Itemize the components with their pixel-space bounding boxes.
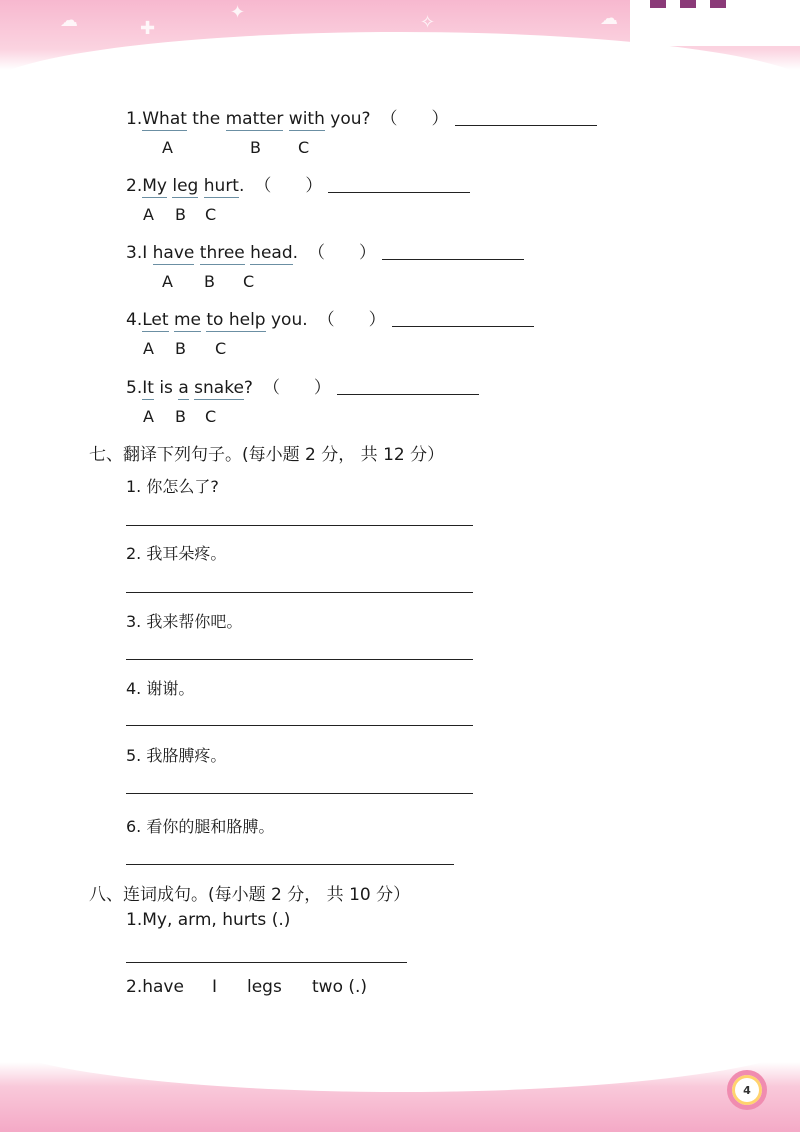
cloud-icon: ☁ [600, 8, 618, 29]
section7-item: 6. 看你的腿和胳膊。 [126, 817, 275, 836]
option-label: A [143, 205, 154, 224]
section6-question [126, 373, 479, 398]
section6-question [126, 171, 470, 196]
section6-question [126, 104, 597, 129]
underlined-word: me [173, 310, 201, 330]
option-label: B [175, 205, 186, 224]
section7-item: 1. 你怎么了? [126, 477, 219, 496]
question-text: . [292, 243, 299, 263]
question-text: I [142, 243, 153, 263]
section8-item-2-word: two (.) [312, 977, 368, 997]
question-text: . [238, 176, 245, 196]
underlined-word: leg [172, 176, 199, 196]
question-text [283, 109, 288, 129]
section6-question [126, 305, 534, 330]
option-label: A [162, 272, 173, 291]
underlined-word: snake [194, 378, 244, 398]
answer-parentheses[interactable]: （ ） [262, 378, 331, 398]
question-number: 5. [126, 378, 143, 398]
question-text: you. [265, 310, 308, 330]
underlined-word: matter [225, 109, 284, 129]
answer-line[interactable] [126, 864, 454, 865]
option-label: B [250, 138, 261, 157]
underlined-word: have [152, 243, 195, 263]
answer-line[interactable] [328, 176, 470, 193]
question-number: 3. [126, 243, 143, 263]
footer-decoration [0, 1062, 800, 1132]
underlined-word: It [142, 378, 154, 398]
page-number-badge: 4 [727, 1070, 767, 1110]
section7-item: 3. 我来帮你吧。 [126, 612, 243, 631]
option-label: B [175, 339, 186, 358]
question-number: 2. [126, 176, 143, 196]
option-label: A [143, 407, 154, 426]
question-text: the [186, 109, 226, 129]
option-label: A [143, 339, 154, 358]
section7-item: 4. 谢谢。 [126, 679, 195, 698]
answer-line[interactable] [455, 109, 597, 126]
option-label: A [162, 138, 173, 157]
answer-parentheses[interactable]: （ ） [308, 243, 377, 263]
underlined-word: Let [142, 310, 169, 330]
option-label: C [215, 339, 227, 358]
section7-item: 2. 我耳朵疼。 [126, 544, 227, 563]
option-label: B [204, 272, 215, 291]
answer-line[interactable] [337, 378, 479, 395]
option-label: B [175, 407, 186, 426]
corner-decoration [630, 0, 800, 46]
section7-item: 5. 我胳膊疼。 [126, 746, 227, 765]
answer-line[interactable] [126, 592, 473, 593]
question-number: 4. [126, 310, 143, 330]
answer-line[interactable] [126, 659, 473, 660]
underlined-word: to help [206, 310, 266, 330]
answer-parentheses[interactable]: （ ） [317, 310, 386, 330]
section8-item-2-word: I [212, 977, 218, 997]
corner-stripe [650, 0, 666, 8]
answer-line[interactable] [126, 725, 473, 726]
answer-line[interactable] [126, 962, 407, 963]
section8-item-2-word: 2.have [126, 977, 184, 997]
underlined-word: My [142, 176, 167, 196]
corner-stripe [680, 0, 696, 8]
footer-wave [0, 1032, 800, 1092]
question-text [194, 243, 199, 263]
section6-question [126, 238, 524, 263]
answer-line[interactable] [126, 525, 473, 526]
question-number: 1. [126, 109, 143, 129]
section8-heading: 八、连词成句。(每小题 2 分， 共 10 分） [89, 885, 411, 905]
section8-item-2-word: legs [247, 977, 282, 997]
question-text [198, 176, 203, 196]
star-icon: ✦ [230, 2, 246, 23]
answer-parentheses[interactable]: （ ） [254, 176, 323, 196]
sparkle-icon: ✧ [420, 12, 436, 33]
question-text: ? [243, 378, 253, 398]
option-label: C [298, 138, 310, 157]
option-label: C [243, 272, 255, 291]
underlined-word: with [288, 109, 325, 129]
answer-parentheses[interactable]: （ ） [380, 109, 449, 129]
question-text: is [159, 378, 173, 398]
section7-heading: 七、翻译下列句子。(每小题 2 分， 共 12 分） [89, 445, 445, 465]
option-label: C [205, 205, 217, 224]
underlined-word: What [142, 109, 187, 129]
underlined-word: hurt [203, 176, 239, 196]
sparkle-icon: ✚ [140, 18, 156, 39]
answer-line[interactable] [126, 793, 473, 794]
underlined-word: three [199, 243, 245, 263]
question-text: you? [324, 109, 371, 129]
answer-line[interactable] [382, 243, 524, 260]
option-label: C [205, 407, 217, 426]
cloud-icon: ☁ [60, 10, 78, 31]
section8-item-1: 1.My, arm, hurts (.) [126, 910, 291, 930]
answer-line[interactable] [392, 310, 534, 327]
underlined-word: head [250, 243, 293, 263]
underlined-word: a [178, 378, 189, 398]
corner-stripe [710, 0, 726, 8]
